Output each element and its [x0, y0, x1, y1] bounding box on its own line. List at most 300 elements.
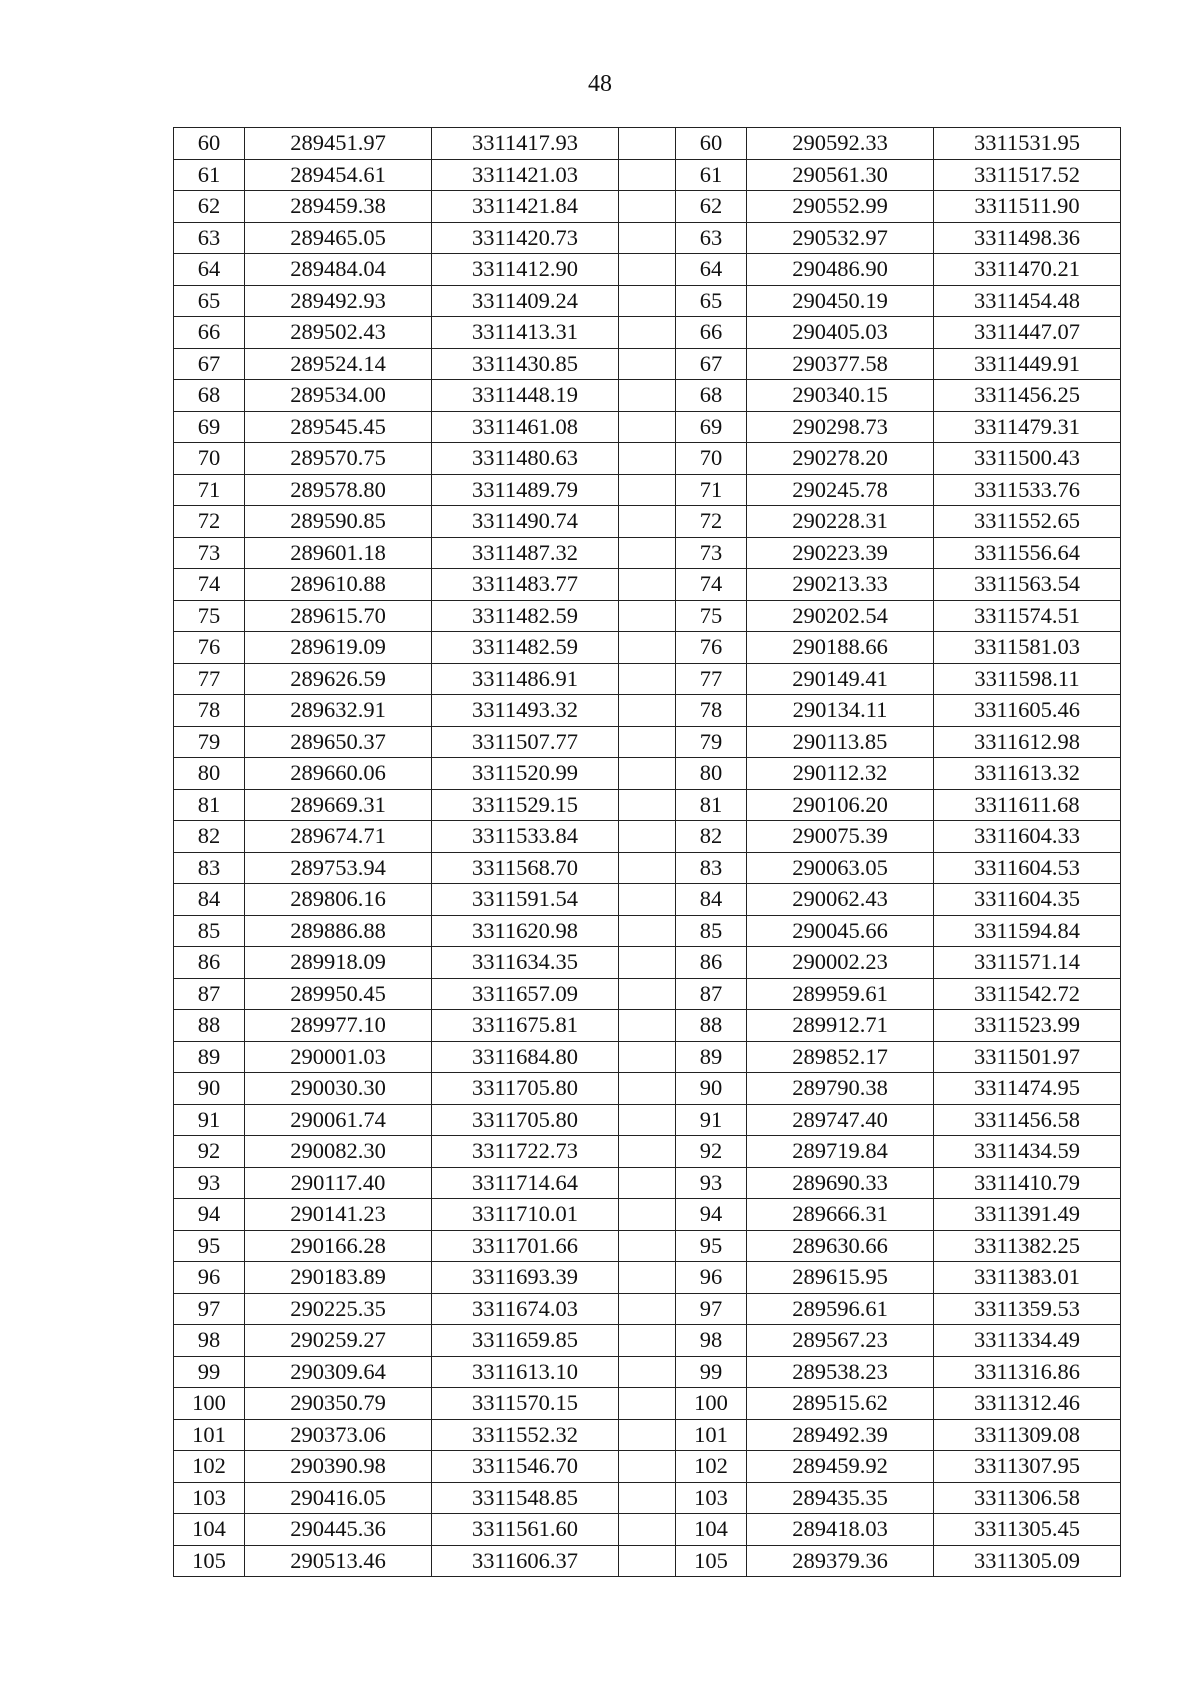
right-point-number-cell: 64 [676, 254, 747, 286]
right-y-coordinate-cell: 3311523.99 [934, 1010, 1121, 1042]
right-x-coordinate-cell: 290188.66 [747, 632, 934, 664]
right-point-number-cell: 94 [676, 1199, 747, 1231]
left-point-number-cell: 105 [174, 1545, 245, 1577]
left-y-coordinate-cell: 3311483.77 [432, 569, 619, 601]
empty-separator-cell [619, 348, 676, 380]
left-x-coordinate-cell: 289451.97 [245, 128, 432, 160]
table-row [174, 1041, 1121, 1073]
empty-separator-cell [619, 663, 676, 695]
right-point-number-cell: 65 [676, 285, 747, 317]
empty-separator-cell [619, 1482, 676, 1514]
left-x-coordinate-cell: 290082.30 [245, 1136, 432, 1168]
left-y-coordinate-cell: 3311722.73 [432, 1136, 619, 1168]
right-x-coordinate-cell: 289538.23 [747, 1356, 934, 1388]
table-row [174, 852, 1121, 884]
right-x-coordinate-cell: 290228.31 [747, 506, 934, 538]
right-point-number-cell: 63 [676, 222, 747, 254]
left-x-coordinate-cell: 290445.36 [245, 1514, 432, 1546]
left-x-coordinate-cell: 290225.35 [245, 1293, 432, 1325]
empty-separator-cell [619, 1041, 676, 1073]
right-x-coordinate-cell: 290112.32 [747, 758, 934, 790]
empty-separator-cell [619, 852, 676, 884]
table-row [174, 600, 1121, 632]
left-x-coordinate-cell: 290141.23 [245, 1199, 432, 1231]
left-point-number-cell: 84 [174, 884, 245, 916]
table-row [174, 1325, 1121, 1357]
right-y-coordinate-cell: 3311312.46 [934, 1388, 1121, 1420]
right-x-coordinate-cell: 290062.43 [747, 884, 934, 916]
empty-separator-cell [619, 978, 676, 1010]
left-point-number-cell: 81 [174, 789, 245, 821]
left-y-coordinate-cell: 3311482.59 [432, 600, 619, 632]
left-x-coordinate-cell: 289626.59 [245, 663, 432, 695]
right-y-coordinate-cell: 3311334.49 [934, 1325, 1121, 1357]
left-y-coordinate-cell: 3311482.59 [432, 632, 619, 664]
empty-separator-cell [619, 947, 676, 979]
right-y-coordinate-cell: 3311511.90 [934, 191, 1121, 223]
right-point-number-cell: 88 [676, 1010, 747, 1042]
right-y-coordinate-cell: 3311410.79 [934, 1167, 1121, 1199]
left-x-coordinate-cell: 289918.09 [245, 947, 432, 979]
left-y-coordinate-cell: 3311420.73 [432, 222, 619, 254]
right-y-coordinate-cell: 3311305.09 [934, 1545, 1121, 1577]
right-point-number-cell: 66 [676, 317, 747, 349]
table-row [174, 380, 1121, 412]
left-x-coordinate-cell: 290309.64 [245, 1356, 432, 1388]
left-x-coordinate-cell: 289669.31 [245, 789, 432, 821]
empty-separator-cell [619, 1388, 676, 1420]
table-row [174, 1073, 1121, 1105]
right-point-number-cell: 75 [676, 600, 747, 632]
left-y-coordinate-cell: 3311448.19 [432, 380, 619, 412]
table-row [174, 1356, 1121, 1388]
left-x-coordinate-cell: 289459.38 [245, 191, 432, 223]
right-y-coordinate-cell: 3311517.52 [934, 159, 1121, 191]
left-point-number-cell: 103 [174, 1482, 245, 1514]
empty-separator-cell [619, 159, 676, 191]
left-point-number-cell: 68 [174, 380, 245, 412]
right-y-coordinate-cell: 3311552.65 [934, 506, 1121, 538]
table-row [174, 254, 1121, 286]
empty-separator-cell [619, 1325, 676, 1357]
table-row [174, 317, 1121, 349]
left-x-coordinate-cell: 289465.05 [245, 222, 432, 254]
left-y-coordinate-cell: 3311570.15 [432, 1388, 619, 1420]
left-y-coordinate-cell: 3311705.80 [432, 1104, 619, 1136]
right-y-coordinate-cell: 3311456.25 [934, 380, 1121, 412]
left-y-coordinate-cell: 3311409.24 [432, 285, 619, 317]
left-x-coordinate-cell: 290416.05 [245, 1482, 432, 1514]
right-x-coordinate-cell: 289630.66 [747, 1230, 934, 1262]
coordinates-table-body [174, 128, 1121, 1577]
left-x-coordinate-cell: 289570.75 [245, 443, 432, 475]
left-point-number-cell: 98 [174, 1325, 245, 1357]
empty-separator-cell [619, 1514, 676, 1546]
left-point-number-cell: 99 [174, 1356, 245, 1388]
empty-separator-cell [619, 1230, 676, 1262]
table-row [174, 663, 1121, 695]
empty-separator-cell [619, 1451, 676, 1483]
left-x-coordinate-cell: 289886.88 [245, 915, 432, 947]
left-point-number-cell: 69 [174, 411, 245, 443]
right-point-number-cell: 77 [676, 663, 747, 695]
right-point-number-cell: 78 [676, 695, 747, 727]
right-point-number-cell: 84 [676, 884, 747, 916]
empty-separator-cell [619, 789, 676, 821]
table-row [174, 695, 1121, 727]
left-y-coordinate-cell: 3311714.64 [432, 1167, 619, 1199]
right-x-coordinate-cell: 289912.71 [747, 1010, 934, 1042]
right-x-coordinate-cell: 290450.19 [747, 285, 934, 317]
left-x-coordinate-cell: 289492.93 [245, 285, 432, 317]
right-point-number-cell: 97 [676, 1293, 747, 1325]
right-point-number-cell: 82 [676, 821, 747, 853]
left-y-coordinate-cell: 3311620.98 [432, 915, 619, 947]
empty-separator-cell [619, 1167, 676, 1199]
left-x-coordinate-cell: 289502.43 [245, 317, 432, 349]
left-x-coordinate-cell: 289524.14 [245, 348, 432, 380]
left-x-coordinate-cell: 290183.89 [245, 1262, 432, 1294]
left-y-coordinate-cell: 3311533.84 [432, 821, 619, 853]
left-point-number-cell: 79 [174, 726, 245, 758]
table-row [174, 569, 1121, 601]
right-point-number-cell: 91 [676, 1104, 747, 1136]
left-x-coordinate-cell: 289534.00 [245, 380, 432, 412]
table-row [174, 285, 1121, 317]
empty-separator-cell [619, 380, 676, 412]
empty-separator-cell [619, 1199, 676, 1231]
left-point-number-cell: 87 [174, 978, 245, 1010]
right-x-coordinate-cell: 289418.03 [747, 1514, 934, 1546]
left-x-coordinate-cell: 290001.03 [245, 1041, 432, 1073]
right-point-number-cell: 70 [676, 443, 747, 475]
left-y-coordinate-cell: 3311412.90 [432, 254, 619, 286]
left-y-coordinate-cell: 3311591.54 [432, 884, 619, 916]
right-x-coordinate-cell: 289615.95 [747, 1262, 934, 1294]
table-row [174, 1262, 1121, 1294]
left-x-coordinate-cell: 289601.18 [245, 537, 432, 569]
empty-separator-cell [619, 726, 676, 758]
left-x-coordinate-cell: 289454.61 [245, 159, 432, 191]
left-x-coordinate-cell: 290061.74 [245, 1104, 432, 1136]
empty-separator-cell [619, 1073, 676, 1105]
coordinates-table [173, 127, 1121, 1577]
left-point-number-cell: 60 [174, 128, 245, 160]
table-row [174, 1167, 1121, 1199]
right-y-coordinate-cell: 3311563.54 [934, 569, 1121, 601]
left-point-number-cell: 94 [174, 1199, 245, 1231]
left-y-coordinate-cell: 3311489.79 [432, 474, 619, 506]
left-point-number-cell: 93 [174, 1167, 245, 1199]
empty-separator-cell [619, 569, 676, 601]
right-x-coordinate-cell: 289596.61 [747, 1293, 934, 1325]
left-y-coordinate-cell: 3311421.84 [432, 191, 619, 223]
left-y-coordinate-cell: 3311430.85 [432, 348, 619, 380]
table-row [174, 821, 1121, 853]
empty-separator-cell [619, 254, 676, 286]
left-y-coordinate-cell: 3311487.32 [432, 537, 619, 569]
right-y-coordinate-cell: 3311498.36 [934, 222, 1121, 254]
left-point-number-cell: 90 [174, 1073, 245, 1105]
right-point-number-cell: 85 [676, 915, 747, 947]
table-row [174, 1388, 1121, 1420]
right-y-coordinate-cell: 3311594.84 [934, 915, 1121, 947]
right-y-coordinate-cell: 3311604.35 [934, 884, 1121, 916]
left-point-number-cell: 88 [174, 1010, 245, 1042]
table-row [174, 978, 1121, 1010]
left-point-number-cell: 101 [174, 1419, 245, 1451]
right-point-number-cell: 83 [676, 852, 747, 884]
left-y-coordinate-cell: 3311705.80 [432, 1073, 619, 1105]
right-x-coordinate-cell: 290045.66 [747, 915, 934, 947]
left-point-number-cell: 95 [174, 1230, 245, 1262]
left-point-number-cell: 72 [174, 506, 245, 538]
empty-separator-cell [619, 1010, 676, 1042]
right-x-coordinate-cell: 289567.23 [747, 1325, 934, 1357]
right-point-number-cell: 62 [676, 191, 747, 223]
right-point-number-cell: 89 [676, 1041, 747, 1073]
right-x-coordinate-cell: 289515.62 [747, 1388, 934, 1420]
right-y-coordinate-cell: 3311501.97 [934, 1041, 1121, 1073]
table-row [174, 537, 1121, 569]
right-x-coordinate-cell: 289690.33 [747, 1167, 934, 1199]
right-y-coordinate-cell: 3311612.98 [934, 726, 1121, 758]
right-y-coordinate-cell: 3311470.21 [934, 254, 1121, 286]
left-point-number-cell: 70 [174, 443, 245, 475]
table-row [174, 1419, 1121, 1451]
right-x-coordinate-cell: 290278.20 [747, 443, 934, 475]
empty-separator-cell [619, 1136, 676, 1168]
right-x-coordinate-cell: 290002.23 [747, 947, 934, 979]
right-y-coordinate-cell: 3311307.95 [934, 1451, 1121, 1483]
empty-separator-cell [619, 632, 676, 664]
right-x-coordinate-cell: 289492.39 [747, 1419, 934, 1451]
left-point-number-cell: 104 [174, 1514, 245, 1546]
right-y-coordinate-cell: 3311359.53 [934, 1293, 1121, 1325]
right-x-coordinate-cell: 290106.20 [747, 789, 934, 821]
right-x-coordinate-cell: 290223.39 [747, 537, 934, 569]
left-point-number-cell: 74 [174, 569, 245, 601]
page-number: 48 [588, 71, 612, 97]
left-point-number-cell: 66 [174, 317, 245, 349]
right-y-coordinate-cell: 3311447.07 [934, 317, 1121, 349]
left-point-number-cell: 85 [174, 915, 245, 947]
right-x-coordinate-cell: 290113.85 [747, 726, 934, 758]
left-point-number-cell: 61 [174, 159, 245, 191]
right-point-number-cell: 71 [676, 474, 747, 506]
left-y-coordinate-cell: 3311417.93 [432, 128, 619, 160]
left-point-number-cell: 63 [174, 222, 245, 254]
right-point-number-cell: 69 [676, 411, 747, 443]
left-y-coordinate-cell: 3311529.15 [432, 789, 619, 821]
left-y-coordinate-cell: 3311413.31 [432, 317, 619, 349]
table-row [174, 789, 1121, 821]
left-x-coordinate-cell: 289977.10 [245, 1010, 432, 1042]
right-x-coordinate-cell: 289852.17 [747, 1041, 934, 1073]
empty-separator-cell [619, 695, 676, 727]
table-row [174, 411, 1121, 443]
right-x-coordinate-cell: 289790.38 [747, 1073, 934, 1105]
left-point-number-cell: 89 [174, 1041, 245, 1073]
left-x-coordinate-cell: 290373.06 [245, 1419, 432, 1451]
right-x-coordinate-cell: 289435.35 [747, 1482, 934, 1514]
right-point-number-cell: 100 [676, 1388, 747, 1420]
left-y-coordinate-cell: 3311613.10 [432, 1356, 619, 1388]
right-x-coordinate-cell: 290405.03 [747, 317, 934, 349]
left-point-number-cell: 83 [174, 852, 245, 884]
empty-separator-cell [619, 285, 676, 317]
empty-separator-cell [619, 506, 676, 538]
left-y-coordinate-cell: 3311561.60 [432, 1514, 619, 1546]
left-point-number-cell: 80 [174, 758, 245, 790]
right-x-coordinate-cell: 290202.54 [747, 600, 934, 632]
table-row [174, 1545, 1121, 1577]
right-point-number-cell: 93 [676, 1167, 747, 1199]
left-y-coordinate-cell: 3311480.63 [432, 443, 619, 475]
left-y-coordinate-cell: 3311507.77 [432, 726, 619, 758]
right-point-number-cell: 96 [676, 1262, 747, 1294]
table-row [174, 128, 1121, 160]
empty-separator-cell [619, 317, 676, 349]
right-x-coordinate-cell: 290075.39 [747, 821, 934, 853]
table-row [174, 1230, 1121, 1262]
left-point-number-cell: 82 [174, 821, 245, 853]
right-y-coordinate-cell: 3311574.51 [934, 600, 1121, 632]
right-y-coordinate-cell: 3311309.08 [934, 1419, 1121, 1451]
empty-separator-cell [619, 1293, 676, 1325]
left-point-number-cell: 77 [174, 663, 245, 695]
left-y-coordinate-cell: 3311674.03 [432, 1293, 619, 1325]
empty-separator-cell [619, 821, 676, 853]
table-row [174, 159, 1121, 191]
right-y-coordinate-cell: 3311449.91 [934, 348, 1121, 380]
empty-separator-cell [619, 1419, 676, 1451]
left-y-coordinate-cell: 3311568.70 [432, 852, 619, 884]
right-point-number-cell: 92 [676, 1136, 747, 1168]
left-point-number-cell: 78 [174, 695, 245, 727]
left-point-number-cell: 92 [174, 1136, 245, 1168]
table-row [174, 726, 1121, 758]
left-x-coordinate-cell: 290030.30 [245, 1073, 432, 1105]
empty-separator-cell [619, 1262, 676, 1294]
right-point-number-cell: 68 [676, 380, 747, 412]
left-x-coordinate-cell: 289950.45 [245, 978, 432, 1010]
left-y-coordinate-cell: 3311486.91 [432, 663, 619, 695]
left-point-number-cell: 75 [174, 600, 245, 632]
empty-separator-cell [619, 1356, 676, 1388]
left-point-number-cell: 64 [174, 254, 245, 286]
table-row [174, 191, 1121, 223]
left-y-coordinate-cell: 3311546.70 [432, 1451, 619, 1483]
right-point-number-cell: 60 [676, 128, 747, 160]
table-row [174, 1293, 1121, 1325]
right-y-coordinate-cell: 3311500.43 [934, 443, 1121, 475]
left-point-number-cell: 86 [174, 947, 245, 979]
left-x-coordinate-cell: 289484.04 [245, 254, 432, 286]
right-y-coordinate-cell: 3311531.95 [934, 128, 1121, 160]
right-y-coordinate-cell: 3311605.46 [934, 695, 1121, 727]
left-y-coordinate-cell: 3311701.66 [432, 1230, 619, 1262]
right-point-number-cell: 80 [676, 758, 747, 790]
left-x-coordinate-cell: 289610.88 [245, 569, 432, 601]
right-x-coordinate-cell: 290245.78 [747, 474, 934, 506]
left-y-coordinate-cell: 3311659.85 [432, 1325, 619, 1357]
right-y-coordinate-cell: 3311611.68 [934, 789, 1121, 821]
left-y-coordinate-cell: 3311461.08 [432, 411, 619, 443]
left-x-coordinate-cell: 289619.09 [245, 632, 432, 664]
table-row [174, 1010, 1121, 1042]
empty-separator-cell [619, 600, 676, 632]
left-y-coordinate-cell: 3311693.39 [432, 1262, 619, 1294]
right-y-coordinate-cell: 3311305.45 [934, 1514, 1121, 1546]
right-x-coordinate-cell: 290532.97 [747, 222, 934, 254]
right-x-coordinate-cell: 289959.61 [747, 978, 934, 1010]
right-x-coordinate-cell: 290213.33 [747, 569, 934, 601]
left-x-coordinate-cell: 289753.94 [245, 852, 432, 884]
right-point-number-cell: 86 [676, 947, 747, 979]
right-x-coordinate-cell: 290063.05 [747, 852, 934, 884]
right-x-coordinate-cell: 289719.84 [747, 1136, 934, 1168]
right-point-number-cell: 81 [676, 789, 747, 821]
empty-separator-cell [619, 128, 676, 160]
right-point-number-cell: 61 [676, 159, 747, 191]
table-row [174, 915, 1121, 947]
left-y-coordinate-cell: 3311421.03 [432, 159, 619, 191]
left-y-coordinate-cell: 3311634.35 [432, 947, 619, 979]
left-x-coordinate-cell: 289632.91 [245, 695, 432, 727]
left-point-number-cell: 76 [174, 632, 245, 664]
right-y-coordinate-cell: 3311604.53 [934, 852, 1121, 884]
right-point-number-cell: 105 [676, 1545, 747, 1577]
right-x-coordinate-cell: 290377.58 [747, 348, 934, 380]
left-point-number-cell: 67 [174, 348, 245, 380]
right-point-number-cell: 103 [676, 1482, 747, 1514]
left-y-coordinate-cell: 3311606.37 [432, 1545, 619, 1577]
empty-separator-cell [619, 537, 676, 569]
left-point-number-cell: 71 [174, 474, 245, 506]
right-x-coordinate-cell: 290561.30 [747, 159, 934, 191]
left-x-coordinate-cell: 289660.06 [245, 758, 432, 790]
empty-separator-cell [619, 191, 676, 223]
left-y-coordinate-cell: 3311684.80 [432, 1041, 619, 1073]
table-row [174, 506, 1121, 538]
left-x-coordinate-cell: 290166.28 [245, 1230, 432, 1262]
right-x-coordinate-cell: 290298.73 [747, 411, 934, 443]
right-point-number-cell: 95 [676, 1230, 747, 1262]
left-y-coordinate-cell: 3311490.74 [432, 506, 619, 538]
empty-separator-cell [619, 222, 676, 254]
table-row [174, 758, 1121, 790]
table-row [174, 1104, 1121, 1136]
right-x-coordinate-cell: 290552.99 [747, 191, 934, 223]
left-x-coordinate-cell: 289578.80 [245, 474, 432, 506]
right-x-coordinate-cell: 289459.92 [747, 1451, 934, 1483]
table-row [174, 1136, 1121, 1168]
empty-separator-cell [619, 411, 676, 443]
left-x-coordinate-cell: 289545.45 [245, 411, 432, 443]
table-row [174, 443, 1121, 475]
left-point-number-cell: 91 [174, 1104, 245, 1136]
left-x-coordinate-cell: 289674.71 [245, 821, 432, 853]
left-x-coordinate-cell: 289806.16 [245, 884, 432, 916]
table-row [174, 1451, 1121, 1483]
left-point-number-cell: 62 [174, 191, 245, 223]
table-row [174, 474, 1121, 506]
left-y-coordinate-cell: 3311552.32 [432, 1419, 619, 1451]
left-point-number-cell: 96 [174, 1262, 245, 1294]
left-y-coordinate-cell: 3311548.85 [432, 1482, 619, 1514]
right-y-coordinate-cell: 3311382.25 [934, 1230, 1121, 1262]
